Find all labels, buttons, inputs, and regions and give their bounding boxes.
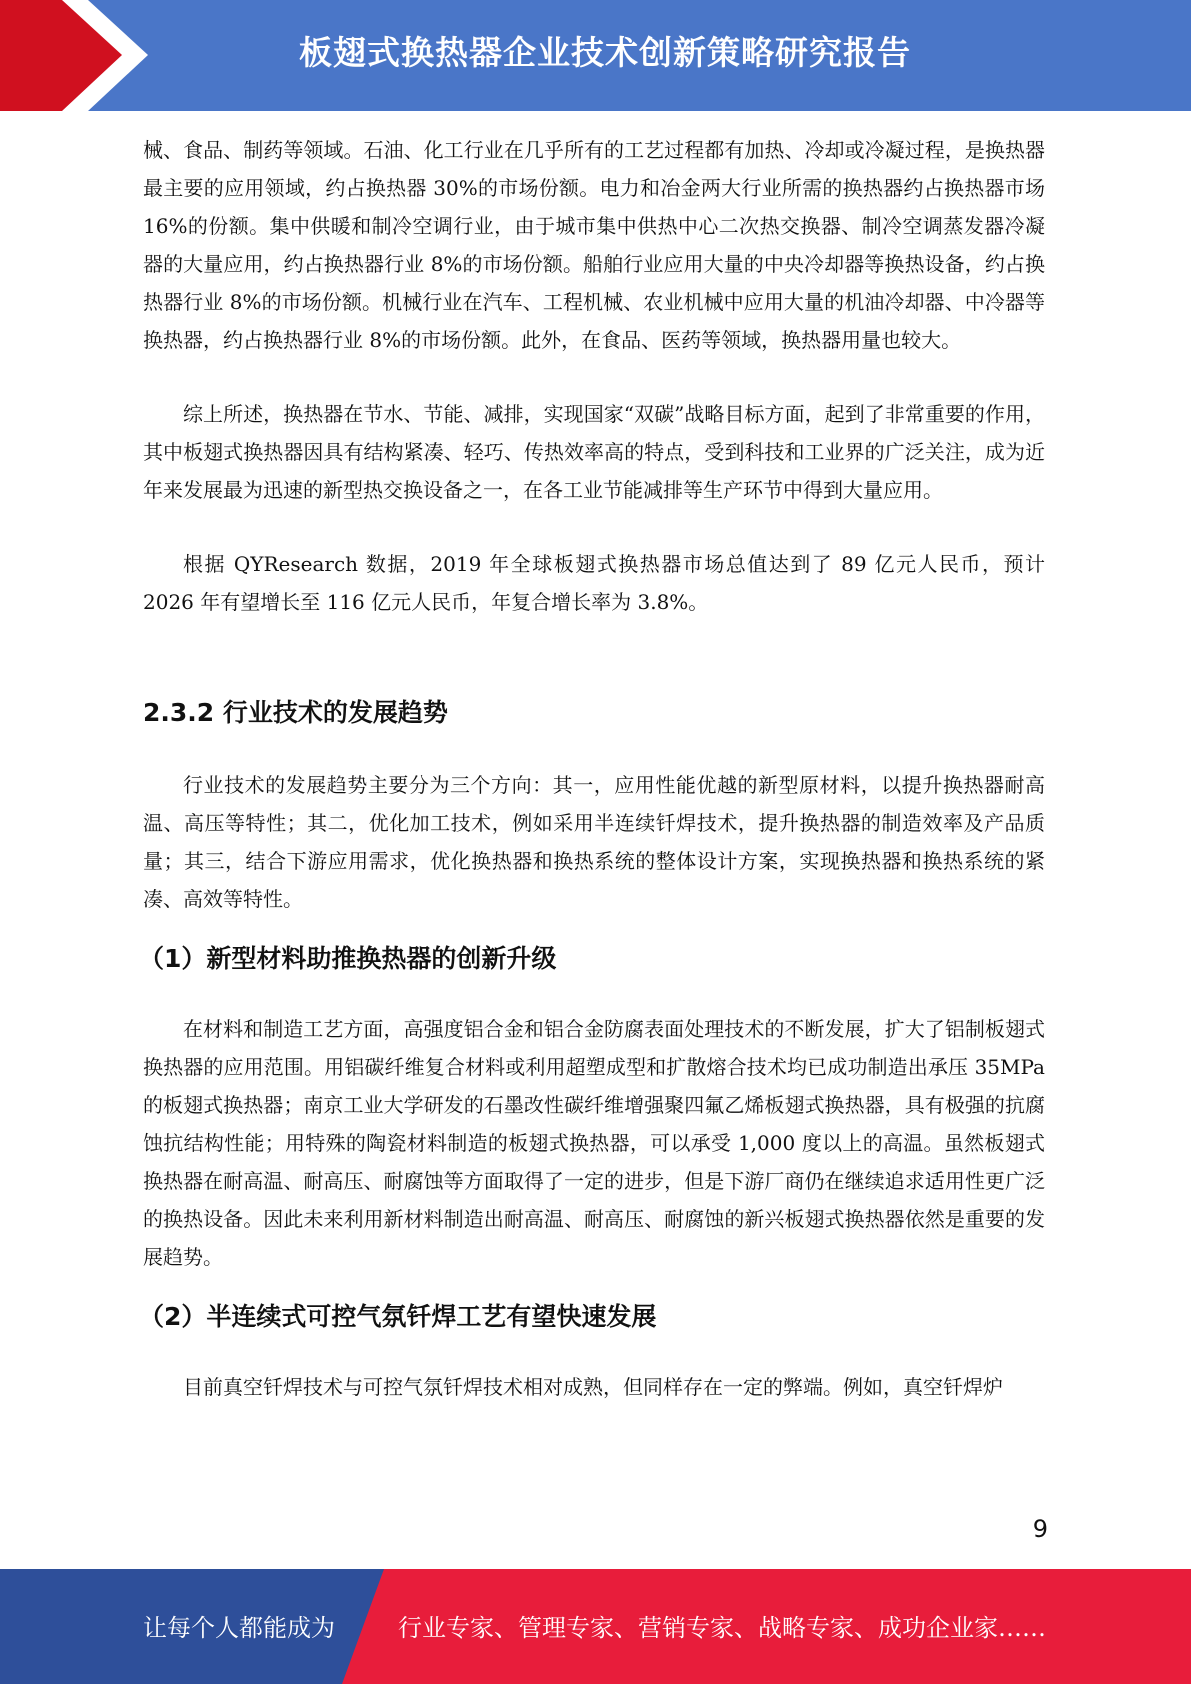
paragraph-new-materials: 在材料和制造工艺方面，高强度铝合金和铝合金防腐表面处理技术的不断发展，扩大了铝制板翅式换热器的应用范围。用铝碳纤维复合材料或利用超塑成型和扩散熔合技术均已成功制造出承压 35MPa 的板翅式换热器；南京工业大学研发的石墨改性碳纤维增强聚四氟乙烯板翅式换热器，具有极强的抗腐蚀抗结构性能；用特殊的陶瓷材料制造的板翅式换热器，可以承受 1,000 度以上的高温。虽然板翅式换热器在耐高温、耐高压、耐腐蚀等方面取得了一定的进步，但是下游厂商仍在继续追求适用性更广泛的换热设备。因此未来利用新材料制造出耐高温、耐高压、耐腐蚀的新兴板翅式换热器依然是重要的发展趋势。	[143, 1017, 1045, 1269]
paragraph-market-share: 械、食品、制药等领域。石油、化工行业在几乎所有的工艺过程都有加热、冷却或冷凝过程，是换热器最主要的应用领域，约占换热器 30%的市场份额。电力和冶金两大行业所需的换热器约占换热器市场 16%的份额。集中供暖和制冷空调行业，由于城市集中供热中心二次热交换器、制冷空调蒸发器冷凝器的大量应用，约占换热器行业 8%的市场份额。船舶行业应用大量的中央冷却器等换热设备，约占换热器行业 8%的市场份额。机械行业在汽车、工程机械、农业机械中应用大量的机油冷却器、中冷器等换热器，约占换热器行业 8%的市场份额。此外，在食品、医药等领域，换热器用量也较大。	[143, 138, 1045, 352]
paragraph-brazing-process: 目前真空钎焊技术与可控气氛钎焊技术相对成熟，但同样存在一定的弊端。例如，真空钎焊炉	[183, 1375, 1003, 1399]
paragraph-trend-overview: 行业技术的发展趋势主要分为三个方向：其一，应用性能优越的新型原材料，以提升换热器耐高温、高压等特性；其二，优化加工技术，例如采用半连续钎焊技术，提升换热器的制造效率及产品质量；其三，结合下游应用需求，优化换热器和换热系统的整体设计方案，实现换热器和换热系统的紧凑、高效等特性。	[143, 773, 1045, 911]
footer-slogan-left: 让每个人都能成为	[143, 1614, 335, 1642]
page-number: 9	[1032, 1515, 1048, 1543]
footer-slogan-right: 行业专家、管理专家、营销专家、战略专家、成功企业家……	[398, 1614, 1046, 1642]
report-header	[0, 0, 1191, 111]
section-heading-tech-trends: 2.3.2 行业技术的发展趋势	[143, 698, 448, 727]
paragraph-summary: 综上所述，换热器在节水、节能、减排，实现国家“双碳”战略目标方面，起到了非常重要的作用，其中板翅式换热器因具有结构紧凑、轻巧、传热效率高的特点，受到科技和工业界的广泛关注，成为近年来发展最为迅速的新型热交换设备之一，在各工业节能减排等生产环节中得到大量应用。	[143, 402, 1045, 502]
paragraph-market-data: 根据 QYResearch 数据，2019 年全球板翅式换热器市场总值达到了 89 亿元人民币，预计 2026 年有望增长至 116 亿元人民币，年复合增长率为 3.8%。	[143, 552, 1045, 614]
page-body	[139, 131, 1045, 1406]
report-footer	[0, 1569, 1191, 1684]
report-title: 板翅式换热器企业技术创新策略研究报告	[299, 33, 911, 72]
subheading-brazing-process: （2）半连续式可控气氛钎焊工艺有望快速发展	[139, 1302, 657, 1331]
subheading-new-materials: （1）新型材料助推换热器的创新升级	[139, 944, 557, 973]
